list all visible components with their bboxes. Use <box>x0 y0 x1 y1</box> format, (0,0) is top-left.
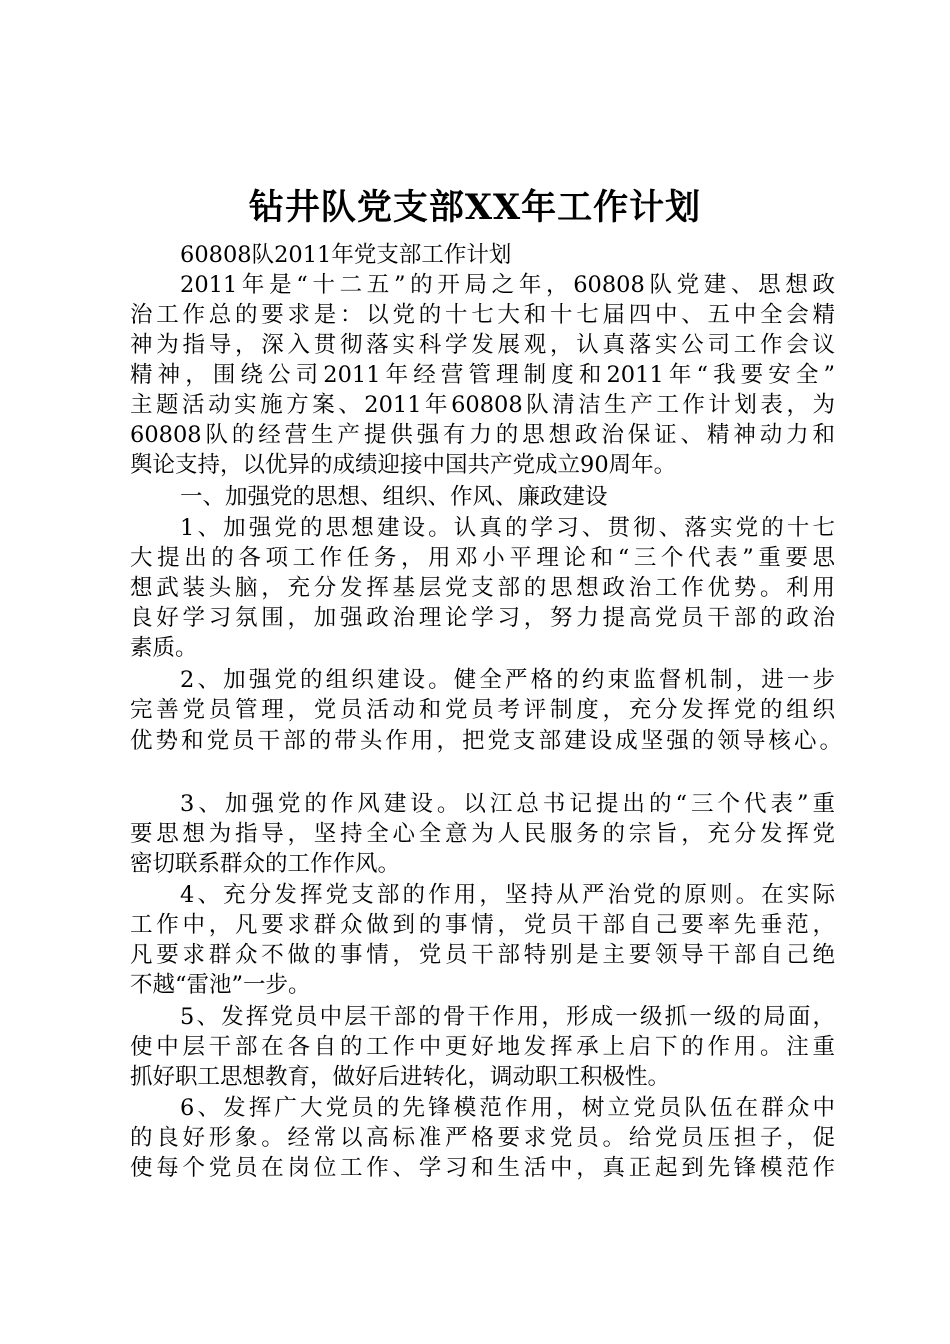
paragraph-line: 完善党员管理，党员活动和党员考评制度，充分发挥党的组织 <box>130 697 835 723</box>
paragraph-line: 舆论支持，以优异的成绩迎接中国共产党成立90周年。 <box>130 452 677 478</box>
paragraph-line: 神为指导，深入贯彻落实科学发展观，认真落实公司工作会议 <box>130 332 835 358</box>
paragraph-line: 5、发挥党员中层干部的骨干作用，形成一级抓一级的局面， <box>180 1004 835 1030</box>
paragraph-line: 2011年是“十二五”的开局之年，60808队党建、思想政 <box>180 272 835 298</box>
paragraph-line: 治工作总的要求是：以党的十七大和十七届四中、五中全会精 <box>130 302 835 328</box>
paragraph-line: 要思想为指导，坚持全心全意为人民服务的宗旨，充分发挥党 <box>130 821 835 847</box>
paragraph-line: 凡要求群众不做的事情，党员干部特别是主要领导干部自己绝 <box>130 942 835 968</box>
paragraph-line: 良好学习氛围，加强政治理论学习，努力提高党员干部的政治 <box>130 605 835 631</box>
paragraph-line: 不越“雷池”一步。 <box>130 972 311 998</box>
paragraph-line: 想武装头脑，充分发挥基层党支部的思想政治工作优势。利用 <box>130 575 835 601</box>
paragraph-line: 2、加强党的组织建设。健全严格的约束监督机制，进一步 <box>180 667 835 693</box>
paragraph-line: 6、发挥广大党员的先锋模范作用，树立党员队伍在群众中 <box>180 1095 835 1121</box>
paragraph-line: 的良好形象。经常以高标准严格要求党员。给党员压担子，促 <box>130 1125 835 1151</box>
paragraph-line: 优势和党员干部的带头作用，把党支部建设成坚强的领导核心。 <box>130 728 842 754</box>
paragraph-line: 大提出的各项工作任务，用邓小平理论和“三个代表”重要思 <box>130 545 835 571</box>
paragraph-line: 60808队的经营生产提供强有力的思想政治保证、精神动力和 <box>130 422 835 448</box>
paragraph-line: 4、充分发挥党支部的作用，坚持从严治党的原则。在实际 <box>180 882 835 908</box>
paragraph-line: 使每个党员在岗位工作、学习和生活中，真正起到先锋模范作 <box>130 1155 835 1181</box>
paragraph-line: 3、加强党的作风建设。以江总书记提出的“三个代表”重 <box>180 791 835 817</box>
paragraph-line: 精神，围绕公司2011年经营管理制度和2011年“我要安全” <box>130 362 835 388</box>
paragraph-line: 60808队2011年党支部工作计划 <box>180 242 512 268</box>
document-title: 钻井队党支部XX年工作计划 <box>248 187 702 228</box>
paragraph-line: 1、加强党的思想建设。认真的学习、贯彻、落实党的十七 <box>180 515 835 541</box>
paragraph-line: 工作中，凡要求群众做到的事情，党员干部自己要率先垂范， <box>130 912 835 938</box>
paragraph-line: 素质。 <box>130 635 198 661</box>
section-heading: 一、加强党的思想、组织、作风、廉政建设 <box>180 484 608 510</box>
paragraph-line: 使中层干部在各自的工作中更好地发挥承上启下的作用。注重 <box>130 1034 835 1060</box>
paragraph-line: 主题活动实施方案、2011年60808队清洁生产工作计划表，为 <box>130 392 835 418</box>
paragraph-line: 抓好职工思想教育，做好后进转化，调动职工积极性。 <box>130 1064 671 1090</box>
paragraph-line: 密切联系群众的工作作风。 <box>130 851 401 877</box>
